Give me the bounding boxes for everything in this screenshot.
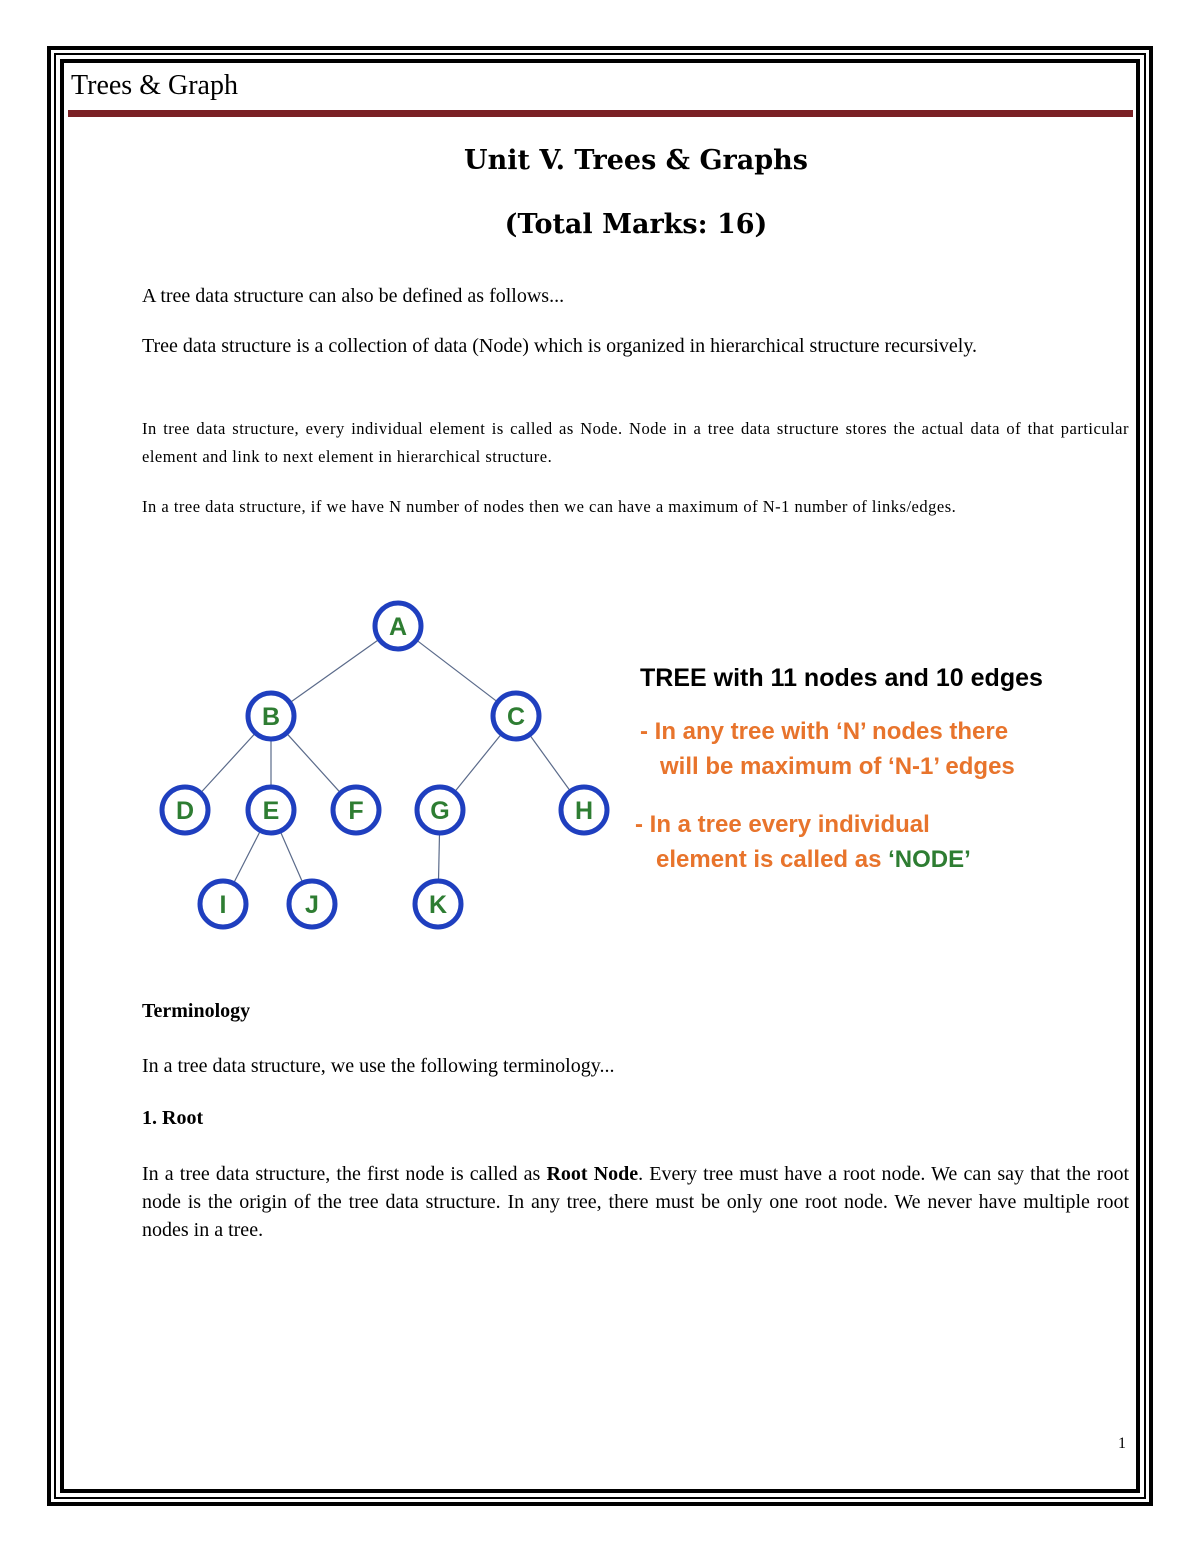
root-text-after: . Every tree must have a root node. We can say that the root node is the origin of the tree data structure. In any tree, there must be only one root node. We never have multiple root nodes in a tree. (142, 1163, 1130, 1241)
terminology-intro: In a tree data structure, we use the following terminology... (142, 1055, 615, 1077)
tree-edge-c-h (529, 735, 570, 792)
tree-node-label: D (175, 797, 195, 825)
tree-edge-c-g (454, 734, 501, 792)
tree-node-a (375, 603, 421, 649)
root-heading: 1. Root (142, 1107, 204, 1129)
annotation-node-prefix: element is called as (656, 846, 889, 873)
tree-node-label: E (262, 797, 280, 825)
header-rule (68, 110, 1133, 117)
tree-node-label: B (261, 703, 281, 731)
tree-node-label: A (388, 613, 408, 641)
definition-paragraph: Tree data structure is a collection of data (Node) which is organized in hierarchical structure recursively. (142, 335, 978, 357)
tree-node-label: F (348, 797, 364, 825)
tree-edges (201, 639, 571, 883)
diagram-annotation-edges-line2: will be maximum of ‘N-1’ edges (660, 753, 1015, 780)
tree-node-b (248, 693, 294, 739)
diagram-annotation-title: TREE with 11 nodes and 10 edges (640, 664, 1043, 692)
tree-node-label: G (430, 797, 450, 825)
tree-edge-g-k (438, 833, 439, 881)
tree-edge-e-i (233, 830, 260, 883)
diagram-annotation-node-line1: - In a tree every individual (635, 811, 930, 838)
tree-node-label: I (219, 891, 227, 919)
tree-node-g (417, 787, 463, 833)
diagram-annotation-edges-line1: - In any tree with ‘N’ nodes there (640, 718, 1009, 745)
root-text-bold: Root Node (546, 1163, 639, 1185)
root-paragraph (142, 1160, 1129, 1244)
tree-edge-a-b (290, 639, 379, 702)
tree-edge-a-c (416, 640, 497, 702)
terminology-heading: Terminology (142, 1000, 251, 1022)
annotation-node-highlight: ‘NODE’ (888, 846, 971, 873)
header-title: Trees & Graph (71, 70, 238, 101)
intro-paragraph: A tree data structure can also be defined as follows... (142, 285, 565, 307)
node-paragraph: In tree data structure, every individual element is called as Node. Node in a tree data structure stores the actual data of that particular element and link to next element in hierarchical structure. (142, 419, 1129, 466)
tree-node-f (333, 787, 379, 833)
unit-title: Unit V. Trees & Graphs (464, 145, 808, 176)
tree-node-i (200, 881, 246, 927)
tree-node-d (162, 787, 208, 833)
tree-node-label: H (574, 797, 594, 825)
tree-nodes (162, 603, 607, 927)
edges-paragraph: In a tree data structure, if we have N number of nodes then we can have a maximum of N-1 number of links/edges. (142, 497, 957, 516)
tree-node-label: J (305, 891, 319, 919)
total-marks: (Total Marks: 16) (504, 209, 768, 240)
page-number: 1 (1118, 1435, 1126, 1452)
tree-diagram (150, 590, 620, 950)
tree-node-k (415, 881, 461, 927)
tree-edge-e-j (280, 831, 303, 883)
tree-node-c (493, 693, 539, 739)
tree-node-h (561, 787, 607, 833)
tree-node-j (289, 881, 335, 927)
tree-edge-b-f (286, 733, 340, 793)
root-text-before: In a tree data structure, the first node is called as (142, 1163, 547, 1185)
diagram-annotation-node-line2 (656, 846, 971, 874)
tree-node-label: C (506, 703, 526, 731)
tree-edge-b-d (201, 733, 256, 793)
tree-node-label: K (428, 891, 448, 919)
tree-node-e (248, 787, 294, 833)
